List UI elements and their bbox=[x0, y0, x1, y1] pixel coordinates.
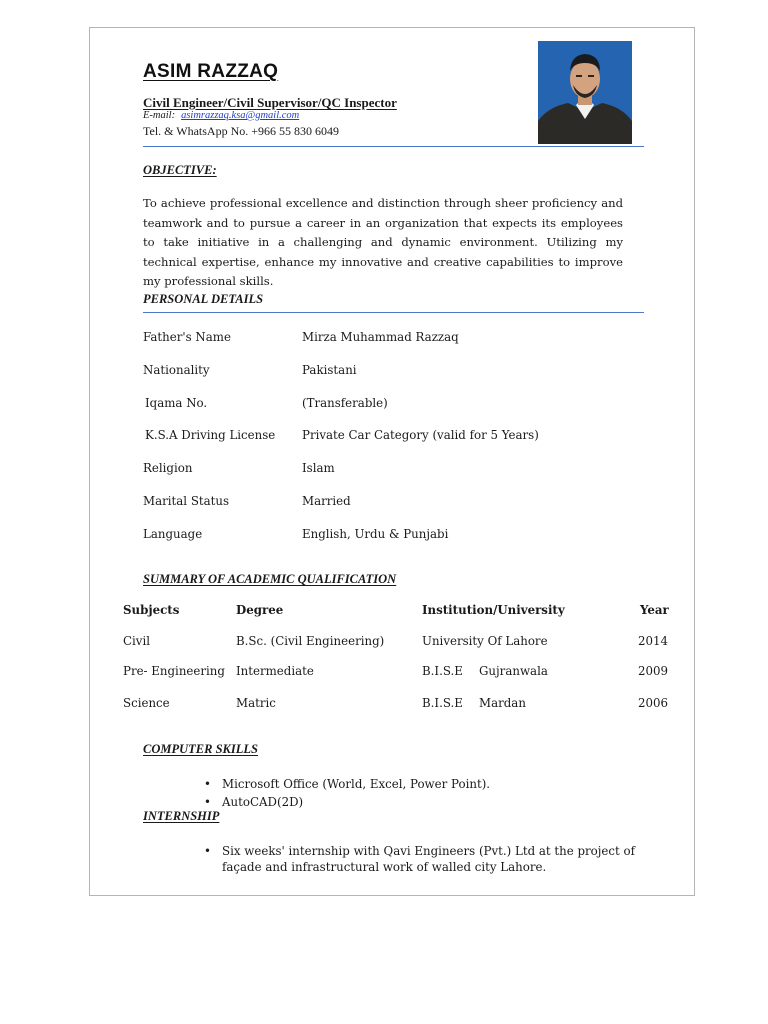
internship-heading: INTERNSHIP bbox=[143, 809, 220, 823]
detail-label-language: Language bbox=[143, 527, 203, 541]
cell-institution: B.I.S.E bbox=[422, 664, 463, 678]
cell-city: Mardan bbox=[479, 696, 526, 710]
detail-value-fathers-name: Mirza Muhammad Razzaq bbox=[302, 330, 459, 344]
profile-photo bbox=[538, 41, 632, 144]
detail-value-religion: Islam bbox=[302, 461, 335, 475]
bullet-icon: • bbox=[204, 844, 211, 858]
detail-label-marital-status: Marital Status bbox=[143, 494, 230, 508]
cell-year: 2014 bbox=[638, 634, 669, 648]
header-divider bbox=[143, 146, 644, 147]
personal-details-divider bbox=[143, 312, 644, 313]
academic-heading: SUMMARY OF ACADEMIC QUALIFICATION bbox=[143, 572, 397, 586]
detail-label-religion: Religion bbox=[143, 461, 193, 475]
cell-city: Gujranwala bbox=[479, 664, 548, 678]
cell-degree: B.Sc. (Civil Engineering) bbox=[236, 634, 385, 648]
job-title: Civil Engineer/Civil Supervisor/QC Inspector bbox=[143, 95, 397, 110]
objective-text: To achieve professional excellence and distinction through sheer proficiency and teamwork and to pursue a career in an organization that expects its employees to take initiative in a challenging and dynamic environment. Utilizing my technical expertise, enhance my innovative and creative capabilities to improve my professional skills. bbox=[143, 196, 623, 288]
phone-number: Tel. & WhatsApp No. +966 55 830 6049 bbox=[143, 124, 340, 138]
detail-label-fathers-name: Father's Name bbox=[143, 330, 231, 344]
cell-institution: University Of Lahore bbox=[422, 634, 548, 648]
detail-value-marital-status: Married bbox=[302, 494, 351, 508]
email-label: E-mail: bbox=[143, 110, 176, 121]
detail-value-iqama: (Transferable) bbox=[302, 396, 388, 410]
personal-details-heading: PERSONAL DETAILS bbox=[143, 292, 264, 306]
detail-label-driving-license: K.S.A Driving License bbox=[145, 428, 276, 442]
list-item bbox=[200, 775, 490, 793]
list-item-text-line2: façade and infrastructural work of walled city Lahore. bbox=[222, 860, 547, 874]
cell-subject: Science bbox=[123, 696, 170, 710]
cell-subject: Civil bbox=[123, 634, 151, 648]
bullet-icon: • bbox=[204, 795, 211, 809]
cell-year: 2006 bbox=[638, 696, 669, 710]
cell-degree: Intermediate bbox=[236, 664, 314, 678]
table-header-degree: Degree bbox=[236, 603, 284, 617]
table-header-year: Year bbox=[640, 603, 669, 617]
table-header-subjects: Subjects bbox=[123, 603, 180, 617]
detail-value-driving-license: Private Car Category (valid for 5 Years) bbox=[302, 428, 539, 442]
email-row bbox=[143, 110, 299, 121]
list-item-text-line1: Six weeks' internship with Qavi Engineers (Pvt.) Ltd at the project of bbox=[222, 844, 635, 858]
table-header-institution: Institution/University bbox=[422, 603, 565, 617]
email-link[interactable]: asimrazzaq.ksa@gmail.com bbox=[181, 110, 300, 121]
bullet-icon: • bbox=[204, 777, 211, 791]
detail-value-language: English, Urdu & Punjabi bbox=[302, 527, 449, 541]
list-item bbox=[200, 793, 490, 811]
internship-list bbox=[200, 843, 635, 875]
detail-label-nationality: Nationality bbox=[143, 363, 210, 377]
cell-degree: Matric bbox=[236, 696, 276, 710]
profile-photo-image bbox=[538, 41, 632, 144]
list-item-text: Microsoft Office (World, Excel, Power Point). bbox=[222, 777, 491, 791]
computer-skills-list bbox=[200, 775, 490, 811]
detail-label-iqama: Iqama No. bbox=[145, 396, 208, 410]
detail-value-nationality: Pakistani bbox=[302, 363, 357, 377]
list-item bbox=[200, 843, 635, 875]
list-item-text: AutoCAD(2D) bbox=[222, 795, 304, 809]
computer-skills-heading: COMPUTER SKILLS bbox=[143, 742, 258, 756]
objective-heading: OBJECTIVE: bbox=[143, 163, 217, 177]
cell-institution: B.I.S.E bbox=[422, 696, 463, 710]
cell-year: 2009 bbox=[638, 664, 669, 678]
cell-subject: Pre- Engineering bbox=[123, 664, 225, 678]
candidate-name: ASIM RAZZAQ bbox=[143, 61, 279, 82]
